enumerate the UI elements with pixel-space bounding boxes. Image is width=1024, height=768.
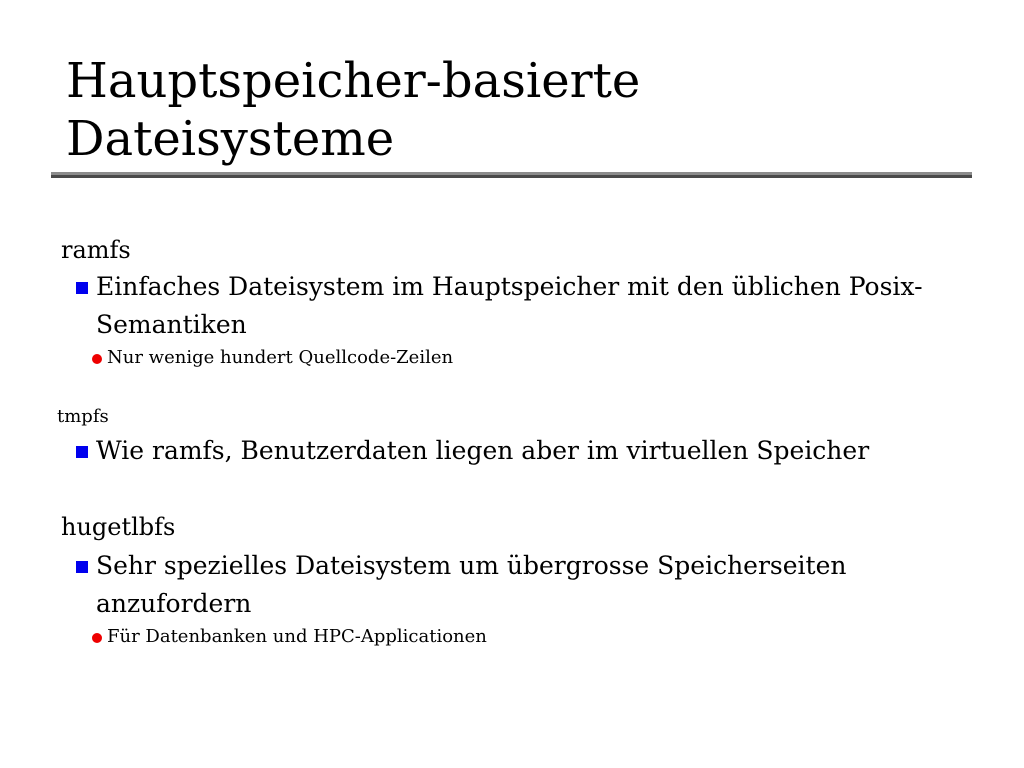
list-item-text: Einfaches Dateisystem im Hauptspeicher mit den üblichen Posix-Semantiken <box>96 272 923 339</box>
list-item-ramfs <box>76 268 956 344</box>
section-heading-tmpfs: tmpfs <box>57 406 109 427</box>
title-divider <box>51 172 972 178</box>
section-heading-ramfs: ramfs <box>61 236 131 264</box>
list-item-text: Sehr spezielles Dateisystem um übergrosse Speicherseiten anzufordern <box>96 551 847 618</box>
round-bullet-icon <box>92 633 102 643</box>
list-item-hugetlbfs <box>76 547 956 623</box>
sub-item-text: Für Datenbanken und HPC-Applicationen <box>107 626 487 647</box>
title-divider-dark-line <box>51 175 972 178</box>
slide-title <box>66 52 966 168</box>
slide-title-line-2: Dateisysteme <box>66 111 395 167</box>
list-item-text: Wie ramfs, Benutzerdaten liegen aber im virtuellen Speicher <box>96 436 870 465</box>
square-bullet-icon <box>76 446 88 458</box>
sub-item-text: Nur wenige hundert Quellcode-Zeilen <box>107 347 454 368</box>
sub-item-hugetlbfs <box>92 625 952 649</box>
square-bullet-icon <box>76 561 88 573</box>
section-heading-hugetlbfs: hugetlbfs <box>61 513 176 541</box>
list-item-tmpfs <box>76 432 956 470</box>
slide-title-line-1: Hauptspeicher-basierte <box>66 53 641 109</box>
square-bullet-icon <box>76 282 88 294</box>
round-bullet-icon <box>92 354 102 364</box>
sub-item-ramfs <box>92 346 952 370</box>
